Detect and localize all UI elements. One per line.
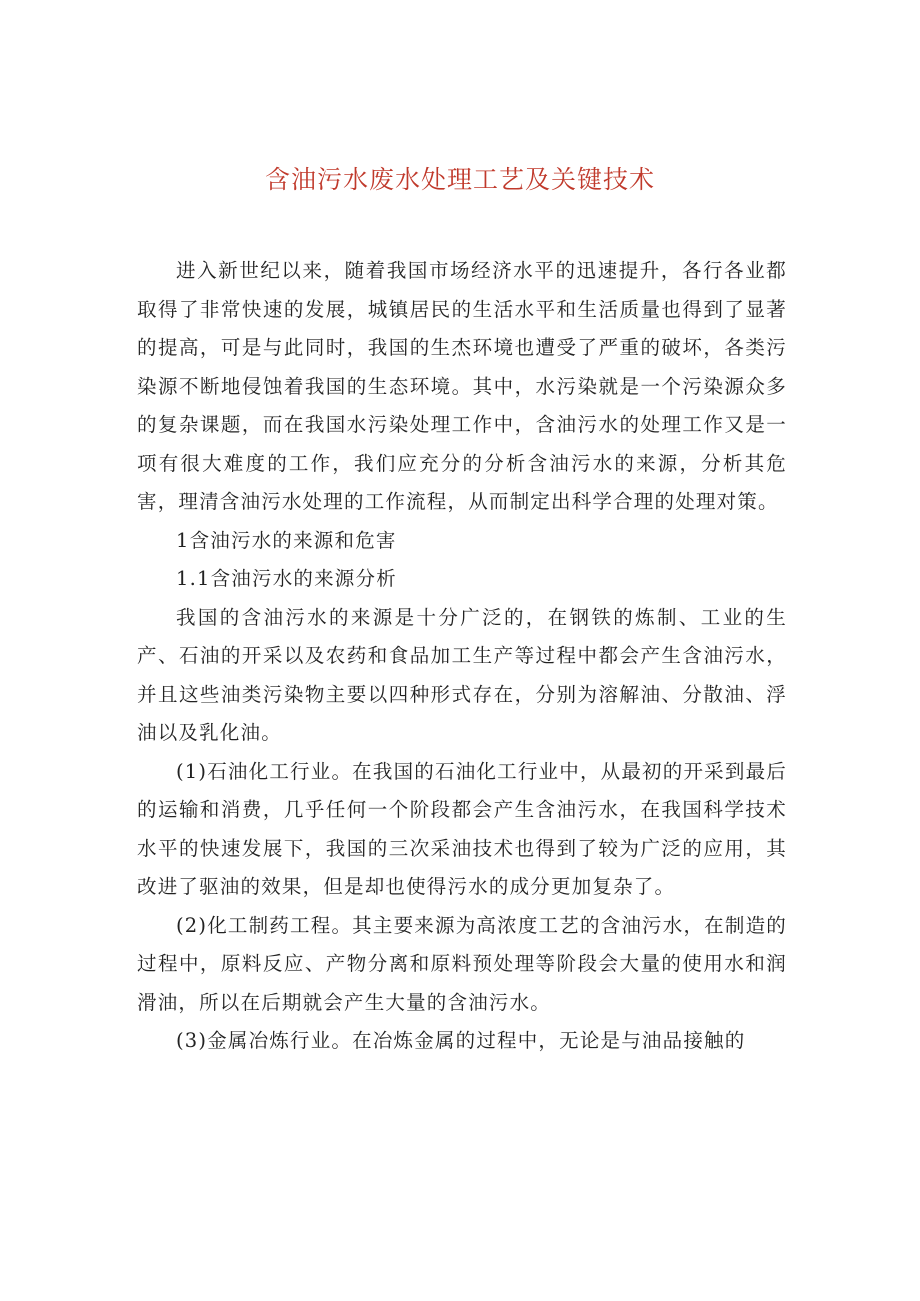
sources-paragraph: 我国的含油污水的来源是十分广泛的，在钢铁的炼制、工业的生产、石油的开采以及农药和食品加工生产等过程中都会产生含油污水，并且这些油类污染物主要以四种形式存在，分别为溶解油、分散油、浮油以及乳化油。	[137, 605, 787, 744]
section-heading: 1含油污水的来源和危害	[176, 528, 397, 552]
petrochemical-paragraph: (1)石油化工行业。在我国的石油化工行业中，从最初的开采到最后的运输和消费，几乎任何一个阶段都会产生含油污水，在我国科学技术水平的快速发展下，我国的三次采油技术也得到了较为广泛的应用，其改进了驱油的效果，但是却也使得污水的成分更加复杂了。	[137, 759, 787, 898]
document-body	[137, 252, 787, 1061]
subsection-heading: 1.1含油污水的来源分析	[176, 567, 397, 590]
pharmaceutical-paragraph: (2)化工制药工程。其主要来源为高浓度工艺的含油污水，在制造的过程中，原料反应、产物分离和原料预处理等阶段会大量的使用水和润滑油，所以在后期就会产生大量的含油污水。	[137, 913, 787, 1014]
intro-paragraph: 进入新世纪以来，随着我国市场经济水平的迅速提升，各行各业都取得了非常快速的发展，城镇居民的生活水平和生活质量也得到了显著的提高，可是与此同时，我国的生杰环境也遭受了严重的破坏，各类污染源不断地侵蚀着我国的生态环境。其中，水污染就是一个污染源众多的复杂课题，而在我国水污染处理工作中，含油污水的处理工作又是一项有很大难度的工作，我们应充分的分析含油污水的来源，分析其危害，理清含油污水处理的工作流程，从而制定出科学合理的处理对策。	[137, 259, 787, 513]
metallurgy-paragraph: (3)金属冶炼行业。在冶炼金属的过程中，无论是与油品接触的	[176, 1029, 746, 1052]
document-title: 含油污水废水处理工艺及关键技术	[264, 165, 655, 194]
